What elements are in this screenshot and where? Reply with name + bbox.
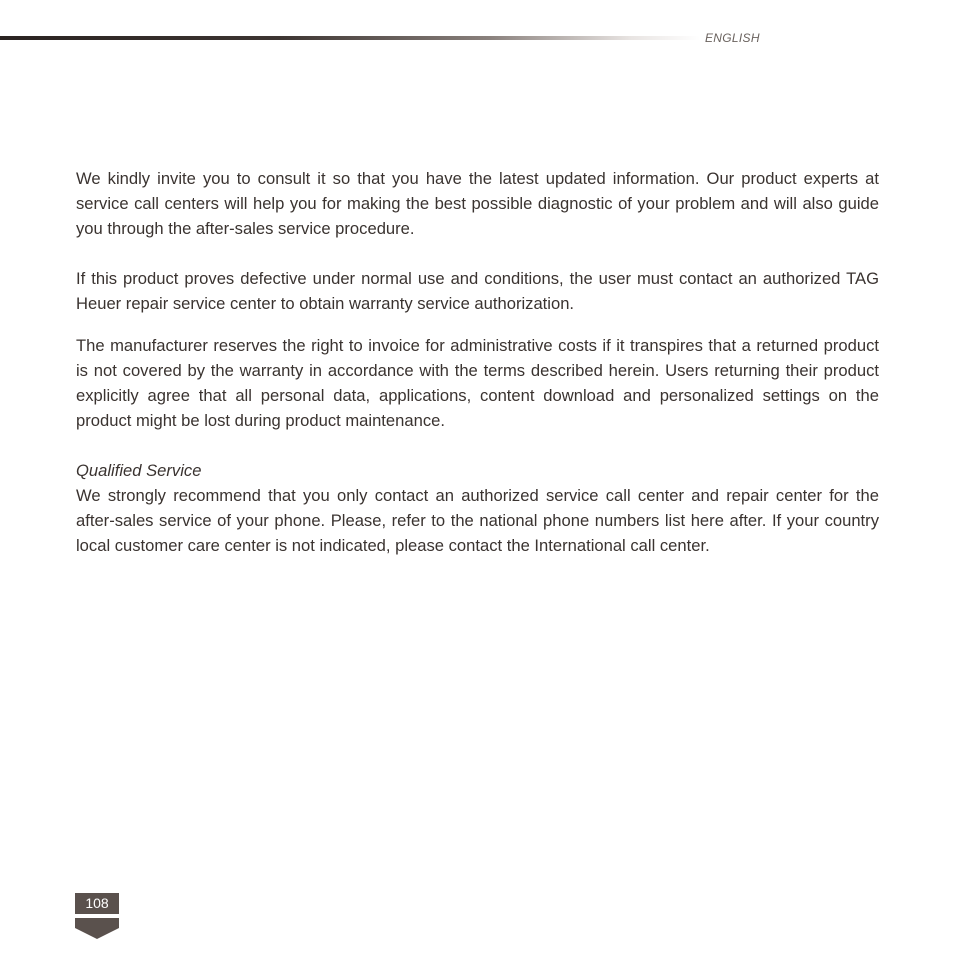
header-rule bbox=[0, 36, 700, 40]
page-number-badge bbox=[75, 893, 119, 939]
language-label: ENGLISH bbox=[705, 31, 760, 45]
page-tab-arrow-icon bbox=[75, 918, 119, 939]
paragraph-qualified-service: We strongly recommend that you only contact an authorized service call center and repair center for the after-sales service of your phone. Please, refer to the national phone numbers list here after. If your country local customer care center is not indicated, please contact the International call center. bbox=[76, 486, 879, 555]
section-title-qualified-service: Qualified Service bbox=[76, 461, 202, 480]
page-content bbox=[76, 166, 879, 558]
paragraph-manufacturer: The manufacturer reserves the right to invoice for administrative costs if it transpires that a returned product is not covered by the warranty in accordance with the terms described herein. Users returning their product explicitly agree that all personal data, applications, content download and personalized settings on the product might be lost during product maintenance. bbox=[76, 336, 879, 430]
paragraph-consult: We kindly invite you to consult it so that you have the latest updated information. Our product experts at service call centers will help you for making the best possible diagnostic of your problem and will also guide you through the after-sales service procedure. bbox=[76, 169, 879, 238]
page-number: 108 bbox=[75, 893, 119, 914]
paragraph-defective: If this product proves defective under normal use and conditions, the user must contact an authorized TAG Heuer repair service center to obtain warranty service authorization. bbox=[76, 269, 879, 313]
